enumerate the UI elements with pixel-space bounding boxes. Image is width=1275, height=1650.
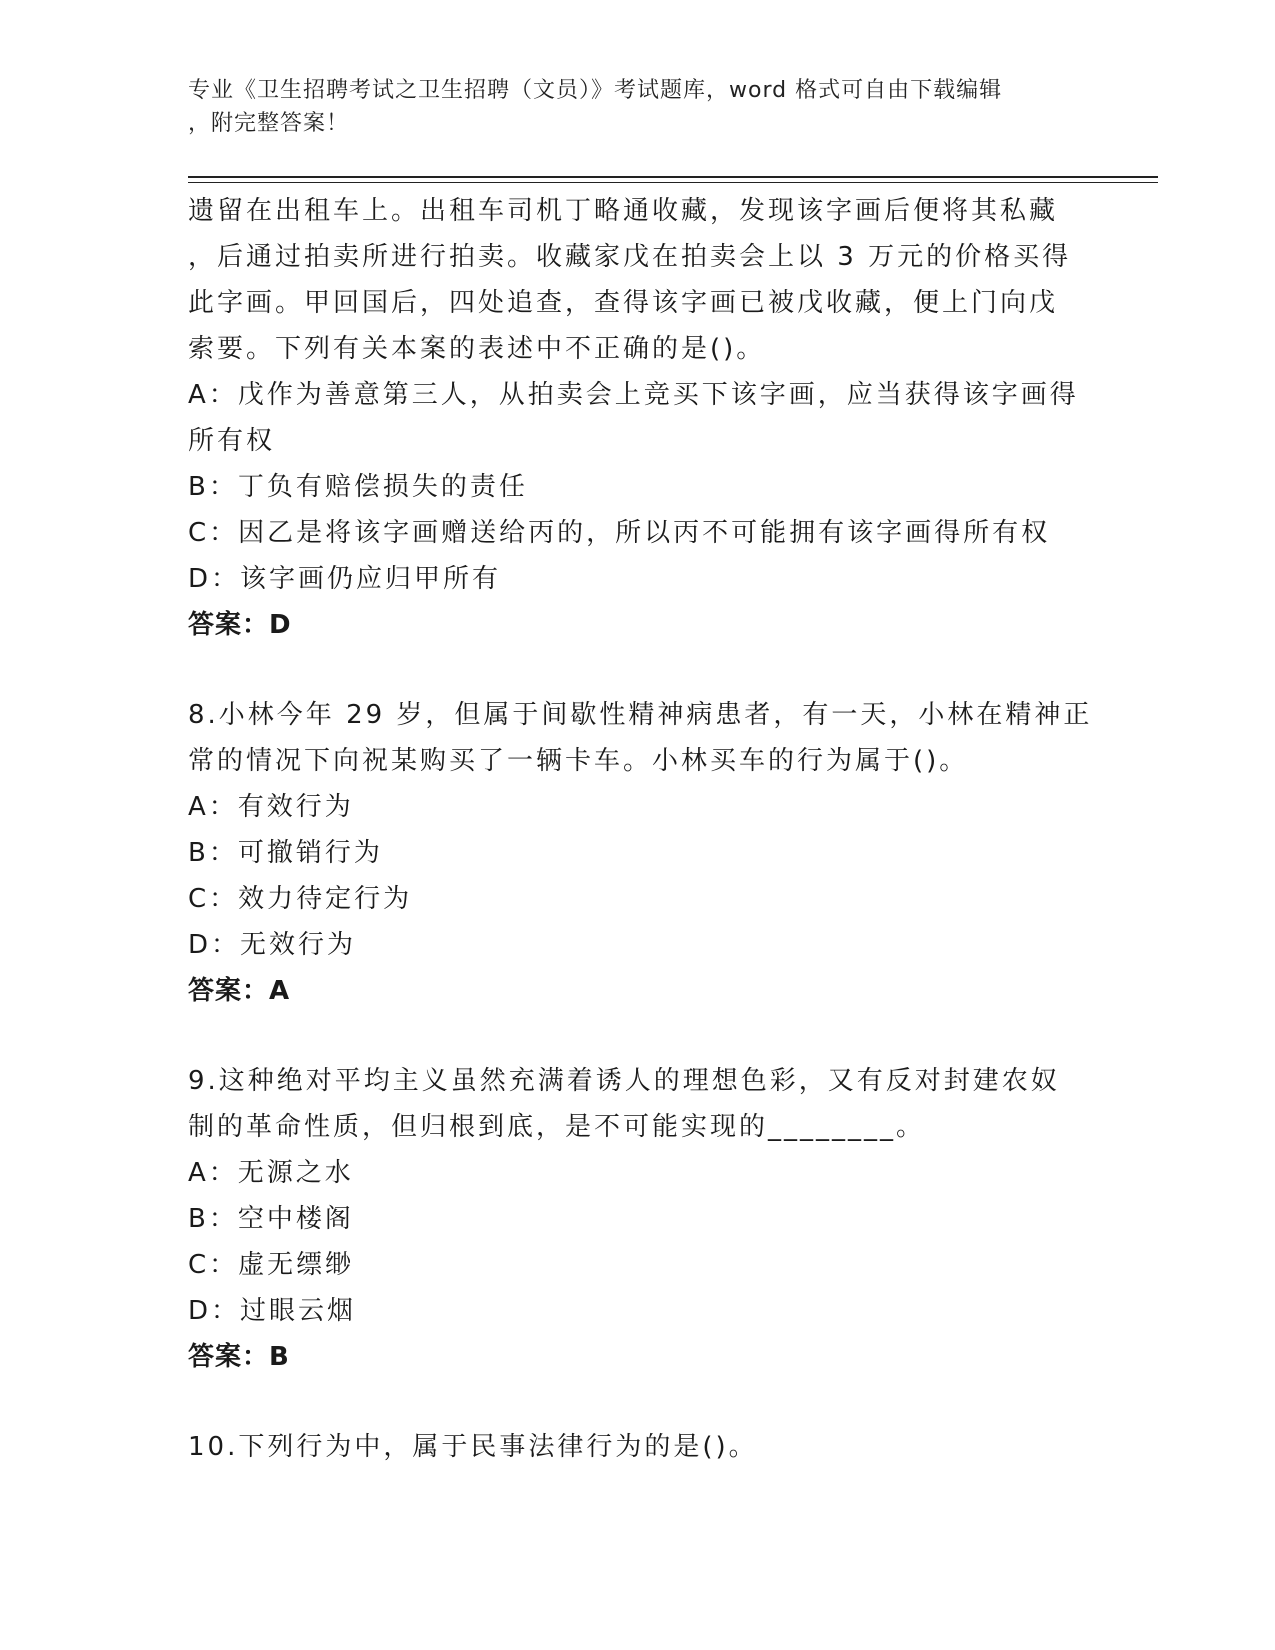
answer-label: 答案：B (188, 1342, 290, 1372)
option-a: A：有效行为 (188, 792, 354, 822)
question-stem-line: 常的情况下向祝某购买了一辆卡车。小林买车的行为属于()。 (188, 746, 969, 776)
header-line-2: ，附完整答案！ (188, 111, 350, 136)
option-d: D：该字画仍应归甲所有 (188, 564, 502, 594)
option-a: A：无源之水 (188, 1158, 354, 1188)
question-10 (188, 1424, 1088, 1470)
option-d: D：过眼云烟 (188, 1296, 357, 1326)
header-rule-thin (188, 182, 1158, 183)
question-content (188, 188, 1093, 1470)
spacer (188, 648, 1088, 692)
question-stem-line: 此字画。甲回国后，四处追查，查得该字画已被戊收藏，便上门向戊 (188, 288, 1059, 318)
spacer (188, 1380, 1088, 1424)
option-c: C：因乙是将该字画赠送给丙的，所以丙不可能拥有该字画得所有权 (188, 518, 1051, 548)
question-stem-line: 索要。下列有关本案的表述中不正确的是()。 (188, 334, 766, 364)
question-stem-line: 制的革命性质，但归根到底，是不可能实现的________。 (188, 1112, 926, 1142)
question-7-continuation (188, 188, 1088, 648)
question-9 (188, 1058, 1088, 1380)
option-b: B：空中楼阁 (188, 1204, 354, 1234)
spacer (188, 1014, 1088, 1058)
question-stem-line: 10.下列行为中，属于民事法律行为的是()。 (188, 1432, 758, 1462)
option-a: A：戊作为善意第三人，从拍卖会上竞买下该字画，应当获得该字画得 (188, 380, 1079, 410)
header-line-1: 专业《卫生招聘考试之卫生招聘（文员）》考试题库，word 格式可自由下载编辑 (188, 78, 1003, 103)
answer-label: 答案：D (188, 610, 292, 640)
option-c: C：虚无缥缈 (188, 1250, 355, 1280)
option-b: B：可撤销行为 (188, 838, 383, 868)
question-stem-line: 遗留在出租车上。出租车司机丁略通收藏，发现该字画后便将其私藏 (188, 196, 1059, 226)
question-8 (188, 692, 1093, 1014)
option-d: D：无效行为 (188, 930, 357, 960)
option-a-continued: 所有权 (188, 426, 276, 456)
page-header (188, 74, 1068, 140)
answer-label: 答案：A (188, 976, 291, 1006)
question-stem-line: 9.这种绝对平均主义虽然充满着诱人的理想色彩，又有反对封建农奴 (188, 1066, 1060, 1096)
header-rule-thick (188, 176, 1158, 178)
question-stem-line: ，后通过拍卖所进行拍卖。收藏家戊在拍卖会上以 3 万元的价格买得 (188, 242, 1072, 272)
option-b: B：丁负有赔偿损失的责任 (188, 472, 528, 502)
option-c: C：效力待定行为 (188, 884, 413, 914)
question-stem-line: 8.小林今年 29 岁，但属于间歇性精神病患者，有一天，小林在精神正 (188, 700, 1093, 730)
